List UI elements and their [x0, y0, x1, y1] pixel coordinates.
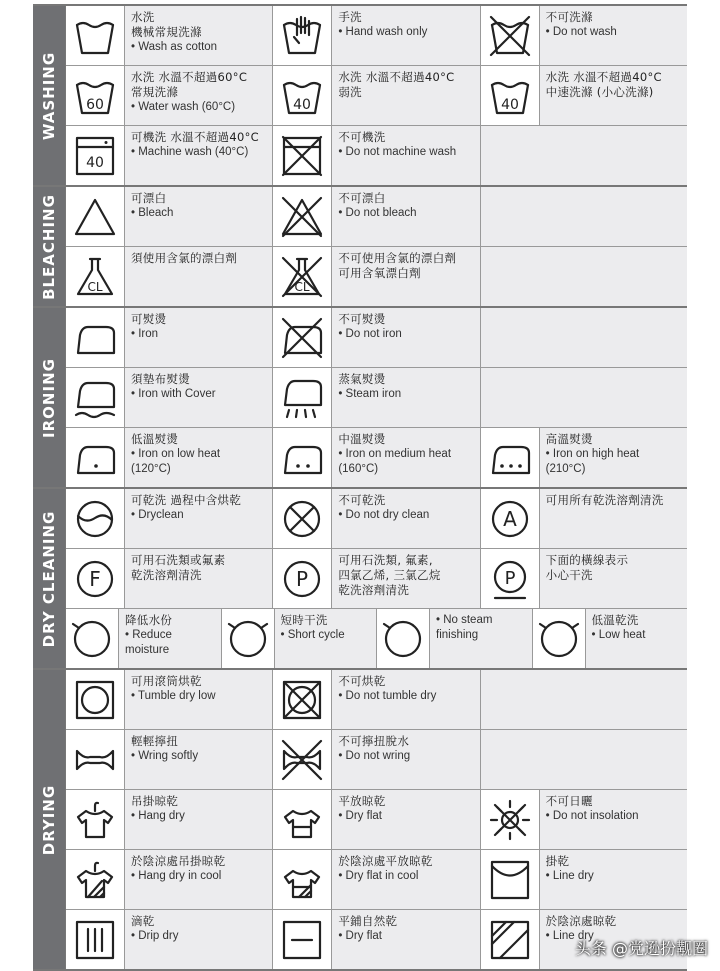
label-zh: 不可熨燙	[338, 312, 386, 326]
label-zh: 低溫乾洗	[591, 613, 639, 627]
label-en: • Iron on high heat	[545, 448, 640, 460]
iron-2dot-icon	[273, 428, 332, 487]
symbol-row	[66, 246, 687, 306]
symbol-description	[125, 126, 263, 185]
label-zh: 不可乾洗	[338, 493, 386, 507]
symbol-description	[540, 489, 668, 548]
tub-icon	[66, 6, 125, 65]
symbol-row	[66, 849, 687, 909]
machine-40-icon	[66, 126, 125, 185]
label-zh: 平放晾乾	[338, 794, 386, 808]
symbol-description	[540, 66, 666, 125]
circle-a-icon	[481, 489, 540, 548]
steam-iron-icon	[273, 368, 332, 427]
tub-60-icon	[66, 66, 125, 125]
label-zh: 滴乾	[131, 914, 155, 928]
symbol-row	[66, 789, 687, 849]
label-en: • Iron	[131, 328, 159, 340]
label-en: • Hang dry	[131, 810, 185, 822]
label-zh: 下面的橫線表示	[545, 553, 629, 567]
symbol-cell	[532, 609, 688, 668]
symbol-cell	[480, 850, 687, 909]
label-en: • Dry flat in cool	[338, 870, 419, 882]
symbol-description	[125, 187, 177, 246]
symbol-cell	[480, 489, 687, 548]
symbol-description	[586, 609, 650, 668]
label-en: • Dry flat	[338, 810, 382, 822]
symbol-cell	[272, 670, 479, 729]
label-zh: 乾洗溶劑清洗	[131, 568, 202, 582]
symbol-cell	[66, 428, 272, 487]
drip-dry-icon	[66, 910, 125, 969]
symbol-cell	[66, 489, 272, 548]
symbol-description	[332, 6, 431, 65]
symbol-description	[430, 609, 496, 668]
label-en: • Hang dry in cool	[131, 870, 222, 882]
label-zh: 平鋪自然乾	[338, 914, 398, 928]
label-en: • Bleach	[131, 207, 174, 219]
label-zh: 中溫熨燙	[338, 432, 386, 446]
tub-40-icon	[481, 66, 540, 125]
svg-text:A: A	[502, 506, 517, 531]
symbol-row	[66, 6, 687, 65]
iron-1dot-icon	[66, 428, 125, 487]
symbol-description	[275, 609, 349, 668]
symbol-cell	[272, 730, 479, 789]
section-label-text: BLEACHING	[40, 193, 58, 300]
symbol-description	[125, 66, 251, 125]
label-en: • Steam iron	[338, 388, 402, 400]
symbol-cell	[480, 549, 687, 608]
label-zh: 弱洗	[338, 85, 362, 99]
dryclean-crossed-icon	[273, 489, 332, 548]
dryclean-icon	[66, 489, 125, 548]
section-label	[33, 187, 65, 306]
label-zh: 輕輕擰扭	[131, 734, 179, 748]
label-zh: 機械常規洗滌	[131, 25, 202, 39]
section-bleaching	[33, 187, 687, 308]
label-en: • Low heat	[591, 629, 646, 641]
label-en: • Tumble dry low	[131, 690, 216, 702]
section-drying	[33, 670, 687, 971]
flask-cl-icon	[66, 247, 125, 306]
label-zh: 水洗 水溫不超過40°C	[338, 70, 455, 84]
label-zh: 可用所有乾洗溶劑清洗	[545, 493, 664, 507]
symbol-description	[332, 187, 420, 246]
label-en: finishing	[436, 629, 479, 641]
label-en: • Dryclean	[131, 509, 184, 521]
symbol-description	[332, 549, 444, 608]
symbol-row	[66, 548, 687, 608]
svg-text:F: F	[89, 566, 101, 591]
symbol-description	[540, 6, 621, 65]
label-zh: 可用石洗類或氟素	[131, 553, 226, 567]
flat-dry-icon	[273, 910, 332, 969]
symbol-cell	[66, 670, 272, 729]
empty-cell	[480, 730, 687, 789]
symbol-cell	[66, 308, 272, 367]
circle-p-icon	[273, 549, 332, 608]
symbol-row	[66, 489, 687, 548]
label-zh: 吊掛晾乾	[131, 794, 179, 808]
section-label	[33, 308, 65, 487]
symbol-cell	[66, 126, 272, 185]
symbol-description	[125, 670, 220, 729]
symbol-cell	[272, 126, 479, 185]
symbol-description	[332, 66, 458, 125]
circle-p-underline-icon	[481, 549, 540, 608]
iron-3dot-icon	[481, 428, 540, 487]
empty-cell	[480, 308, 687, 367]
flat-shirt-shade-icon	[273, 850, 332, 909]
symbol-cell	[272, 910, 479, 969]
symbol-row	[66, 187, 687, 246]
symbol-description	[125, 428, 224, 487]
svg-text:P: P	[296, 566, 309, 591]
label-en: • Iron on low heat	[131, 448, 221, 460]
label-en: • Do not insolation	[545, 810, 639, 822]
empty-cell	[480, 187, 687, 246]
label-zh: 須使用含氯的漂白劑	[131, 251, 238, 265]
empty-cell	[480, 247, 687, 306]
circle-f-icon	[66, 549, 125, 608]
symbol-row	[66, 308, 687, 367]
symbol-description	[332, 428, 455, 487]
label-en: • Do not machine wash	[338, 146, 457, 158]
label-en: • Drip dry	[131, 930, 179, 942]
label-zh: 不可洗滌	[545, 10, 593, 24]
svg-text:60: 60	[86, 96, 104, 113]
symbol-description	[125, 6, 221, 65]
label-zh: 四氯乙烯, 三氯乙烷	[338, 568, 441, 582]
symbol-cell	[272, 308, 479, 367]
circle-ticks-icon	[222, 609, 275, 668]
symbol-description	[332, 670, 440, 729]
label-zh: 低溫熨燙	[131, 432, 179, 446]
symbol-cell	[272, 428, 479, 487]
symbol-cell	[66, 549, 272, 608]
label-zh: 可用石洗類, 氟素,	[338, 553, 433, 567]
svg-text:CL: CL	[294, 279, 310, 294]
symbol-description	[125, 368, 220, 427]
symbol-row	[66, 670, 687, 729]
line-dry-icon	[481, 850, 540, 909]
symbol-description	[125, 790, 189, 849]
symbol-description	[125, 910, 182, 969]
symbol-description	[540, 428, 644, 487]
label-zh: 須墊布熨燙	[131, 372, 190, 386]
label-zh: 蒸氣熨燙	[338, 372, 386, 386]
symbol-cell	[66, 609, 221, 668]
empty-cell	[480, 368, 687, 427]
label-zh: 不可漂白	[338, 191, 386, 205]
symbol-cell	[480, 428, 687, 487]
tumble-dry-crossed-icon	[273, 670, 332, 729]
symbol-cell	[66, 910, 272, 969]
label-zh: 乾洗溶劑清洗	[338, 583, 410, 597]
label-zh: 不可機洗	[338, 130, 386, 144]
symbol-row	[66, 427, 687, 487]
label-en: • Dry flat	[338, 930, 382, 942]
flat-shirt-icon	[273, 790, 332, 849]
symbol-description	[125, 549, 229, 608]
hang-shirt-shade-icon	[66, 850, 125, 909]
label-en: • Do not wring	[338, 750, 411, 762]
label-zh: 不可使用含氯的漂白劑	[338, 251, 457, 265]
svg-text:40: 40	[293, 96, 312, 113]
label-en: • Do not iron	[338, 328, 402, 340]
symbol-row	[66, 65, 687, 125]
flask-cl-crossed-icon	[273, 247, 332, 306]
label-en: • No steam	[436, 614, 493, 626]
hand-wash-icon	[273, 6, 332, 65]
symbol-description	[332, 790, 389, 849]
section-label-text: DRY CLEANING	[40, 510, 58, 647]
svg-text:40: 40	[500, 96, 519, 113]
label-zh: 於陰涼處平放晾乾	[338, 854, 433, 868]
symbol-description	[125, 489, 245, 548]
label-zh: 可漂白	[131, 191, 167, 205]
symbol-description	[540, 850, 598, 909]
label-zh: 小心干洗	[545, 568, 593, 582]
symbol-description	[540, 549, 633, 608]
sun-crossed-icon	[481, 790, 540, 849]
triangle-crossed-icon	[273, 187, 332, 246]
svg-text:P: P	[504, 567, 516, 589]
circle-tick-icon	[377, 609, 430, 668]
watermark: 头条 @党逊扮觏圈	[574, 939, 708, 958]
symbol-description	[332, 910, 401, 969]
wring-icon	[66, 730, 125, 789]
hang-shirt-icon	[66, 790, 125, 849]
symbol-cell	[66, 850, 272, 909]
section-dry-cleaning	[33, 489, 687, 670]
machine-crossed-icon	[273, 126, 332, 185]
empty-cell	[480, 670, 687, 729]
label-en: • Machine wash (40°C)	[131, 146, 249, 158]
symbol-cell	[221, 609, 377, 668]
label-zh: 不可擰扭脫水	[338, 734, 410, 748]
label-zh: 掛乾	[545, 854, 570, 868]
label-zh: 短時干洗	[280, 613, 328, 627]
label-zh: 水洗	[131, 10, 155, 24]
svg-text:40: 40	[86, 154, 104, 171]
symbol-cell	[66, 730, 272, 789]
symbol-cell	[66, 6, 272, 65]
label-en: • Wring softly	[131, 750, 199, 762]
label-en: (210°C)	[545, 463, 586, 475]
label-en: • Do not wash	[545, 26, 617, 38]
symbol-description	[125, 308, 170, 367]
tub-40-icon	[273, 66, 332, 125]
label-zh: 可機洗 水溫不超過40°C	[131, 130, 259, 144]
symbol-row	[66, 367, 687, 427]
symbol-cell	[480, 6, 687, 65]
symbol-cell	[272, 187, 479, 246]
iron-icon	[66, 308, 125, 367]
label-en: • Wash as cotton	[131, 41, 218, 53]
symbol-description	[332, 247, 460, 306]
label-zh: 可用含氧漂白劑	[338, 266, 421, 280]
circle-tick-icon	[66, 609, 119, 668]
symbol-description	[332, 126, 460, 185]
symbol-cell	[272, 247, 479, 306]
label-en: • Short cycle	[280, 629, 345, 641]
label-en: • Reduce	[125, 629, 172, 641]
symbol-cell	[66, 66, 272, 125]
symbol-cell	[272, 790, 479, 849]
symbol-description	[125, 247, 241, 306]
symbol-cell	[376, 609, 532, 668]
label-zh: 常規洗滌	[131, 85, 179, 99]
symbol-cell	[66, 187, 272, 246]
symbol-cell	[272, 489, 479, 548]
label-en: • Do not tumble dry	[338, 690, 437, 702]
label-zh: 手洗	[338, 10, 362, 24]
symbol-description	[332, 850, 436, 909]
label-zh: 可乾洗 過程中含烘乾	[131, 493, 242, 507]
iron-cover-icon	[66, 368, 125, 427]
section-label	[33, 6, 65, 185]
symbol-row	[66, 608, 687, 668]
symbol-description	[540, 790, 643, 849]
label-zh: 於陰涼處吊掛晾乾	[131, 854, 226, 868]
label-en: • Do not dry clean	[338, 509, 430, 521]
symbol-cell	[272, 66, 479, 125]
symbol-description	[332, 489, 433, 548]
svg-text:CL: CL	[87, 279, 103, 294]
label-en: (160°C)	[338, 463, 379, 475]
empty-cell	[480, 126, 687, 185]
section-label	[33, 670, 65, 969]
wring-crossed-icon	[273, 730, 332, 789]
tumble-dry-icon	[66, 670, 125, 729]
section-ironing	[33, 308, 687, 489]
tub-crossed-icon	[481, 6, 540, 65]
label-en: moisture	[125, 644, 170, 656]
symbol-description	[332, 368, 405, 427]
section-label-text: WASHING	[40, 51, 58, 140]
symbol-cell	[272, 368, 479, 427]
label-zh: 高溫熨燙	[545, 432, 593, 446]
label-en: • Do not bleach	[338, 207, 417, 219]
circle-ticks-icon	[533, 609, 586, 668]
symbol-description	[332, 308, 405, 367]
label-en: • Water wash (60°C)	[131, 101, 236, 113]
triangle-icon	[66, 187, 125, 246]
label-en: • Line dry	[545, 870, 594, 882]
label-zh: 不可日曬	[545, 794, 593, 808]
label-zh: 不可烘乾	[338, 674, 386, 688]
care-symbol-chart	[33, 4, 687, 971]
label-en: (120°C)	[131, 463, 171, 475]
label-zh: 於陰涼處晾乾	[545, 914, 617, 928]
label-en: • Iron on medium heat	[338, 448, 452, 460]
symbol-description	[119, 609, 176, 668]
symbol-cell	[66, 247, 272, 306]
label-zh: 水洗 水溫不超過40°C	[545, 70, 662, 84]
label-zh: 水洗 水溫不超過60°C	[131, 70, 248, 84]
shade-dry-icon	[481, 910, 540, 969]
symbol-cell	[272, 850, 479, 909]
symbol-description	[332, 730, 414, 789]
symbol-cell	[66, 790, 272, 849]
section-label-text: DRYING	[40, 784, 58, 855]
symbol-cell	[480, 66, 687, 125]
symbol-row	[66, 729, 687, 789]
section-label-text: IRONING	[40, 357, 58, 438]
label-en: • Iron with Cover	[131, 388, 216, 400]
label-zh: 可熨燙	[131, 312, 167, 326]
label-zh: 中速洗滌 (小心洗滌)	[545, 85, 654, 99]
label-en: • Hand wash only	[338, 26, 428, 38]
section-washing	[33, 4, 687, 187]
symbol-cell	[66, 368, 272, 427]
symbol-cell	[272, 549, 479, 608]
symbol-description	[125, 730, 202, 789]
label-zh: 可用滾筒烘乾	[131, 674, 202, 688]
label-zh: 降低水份	[125, 613, 173, 627]
symbol-cell	[272, 6, 479, 65]
symbol-cell	[480, 790, 687, 849]
symbol-row	[66, 125, 687, 185]
symbol-description	[125, 850, 229, 909]
label-en: • Line dry	[545, 930, 594, 942]
section-label	[33, 489, 65, 668]
iron-crossed-icon	[273, 308, 332, 367]
